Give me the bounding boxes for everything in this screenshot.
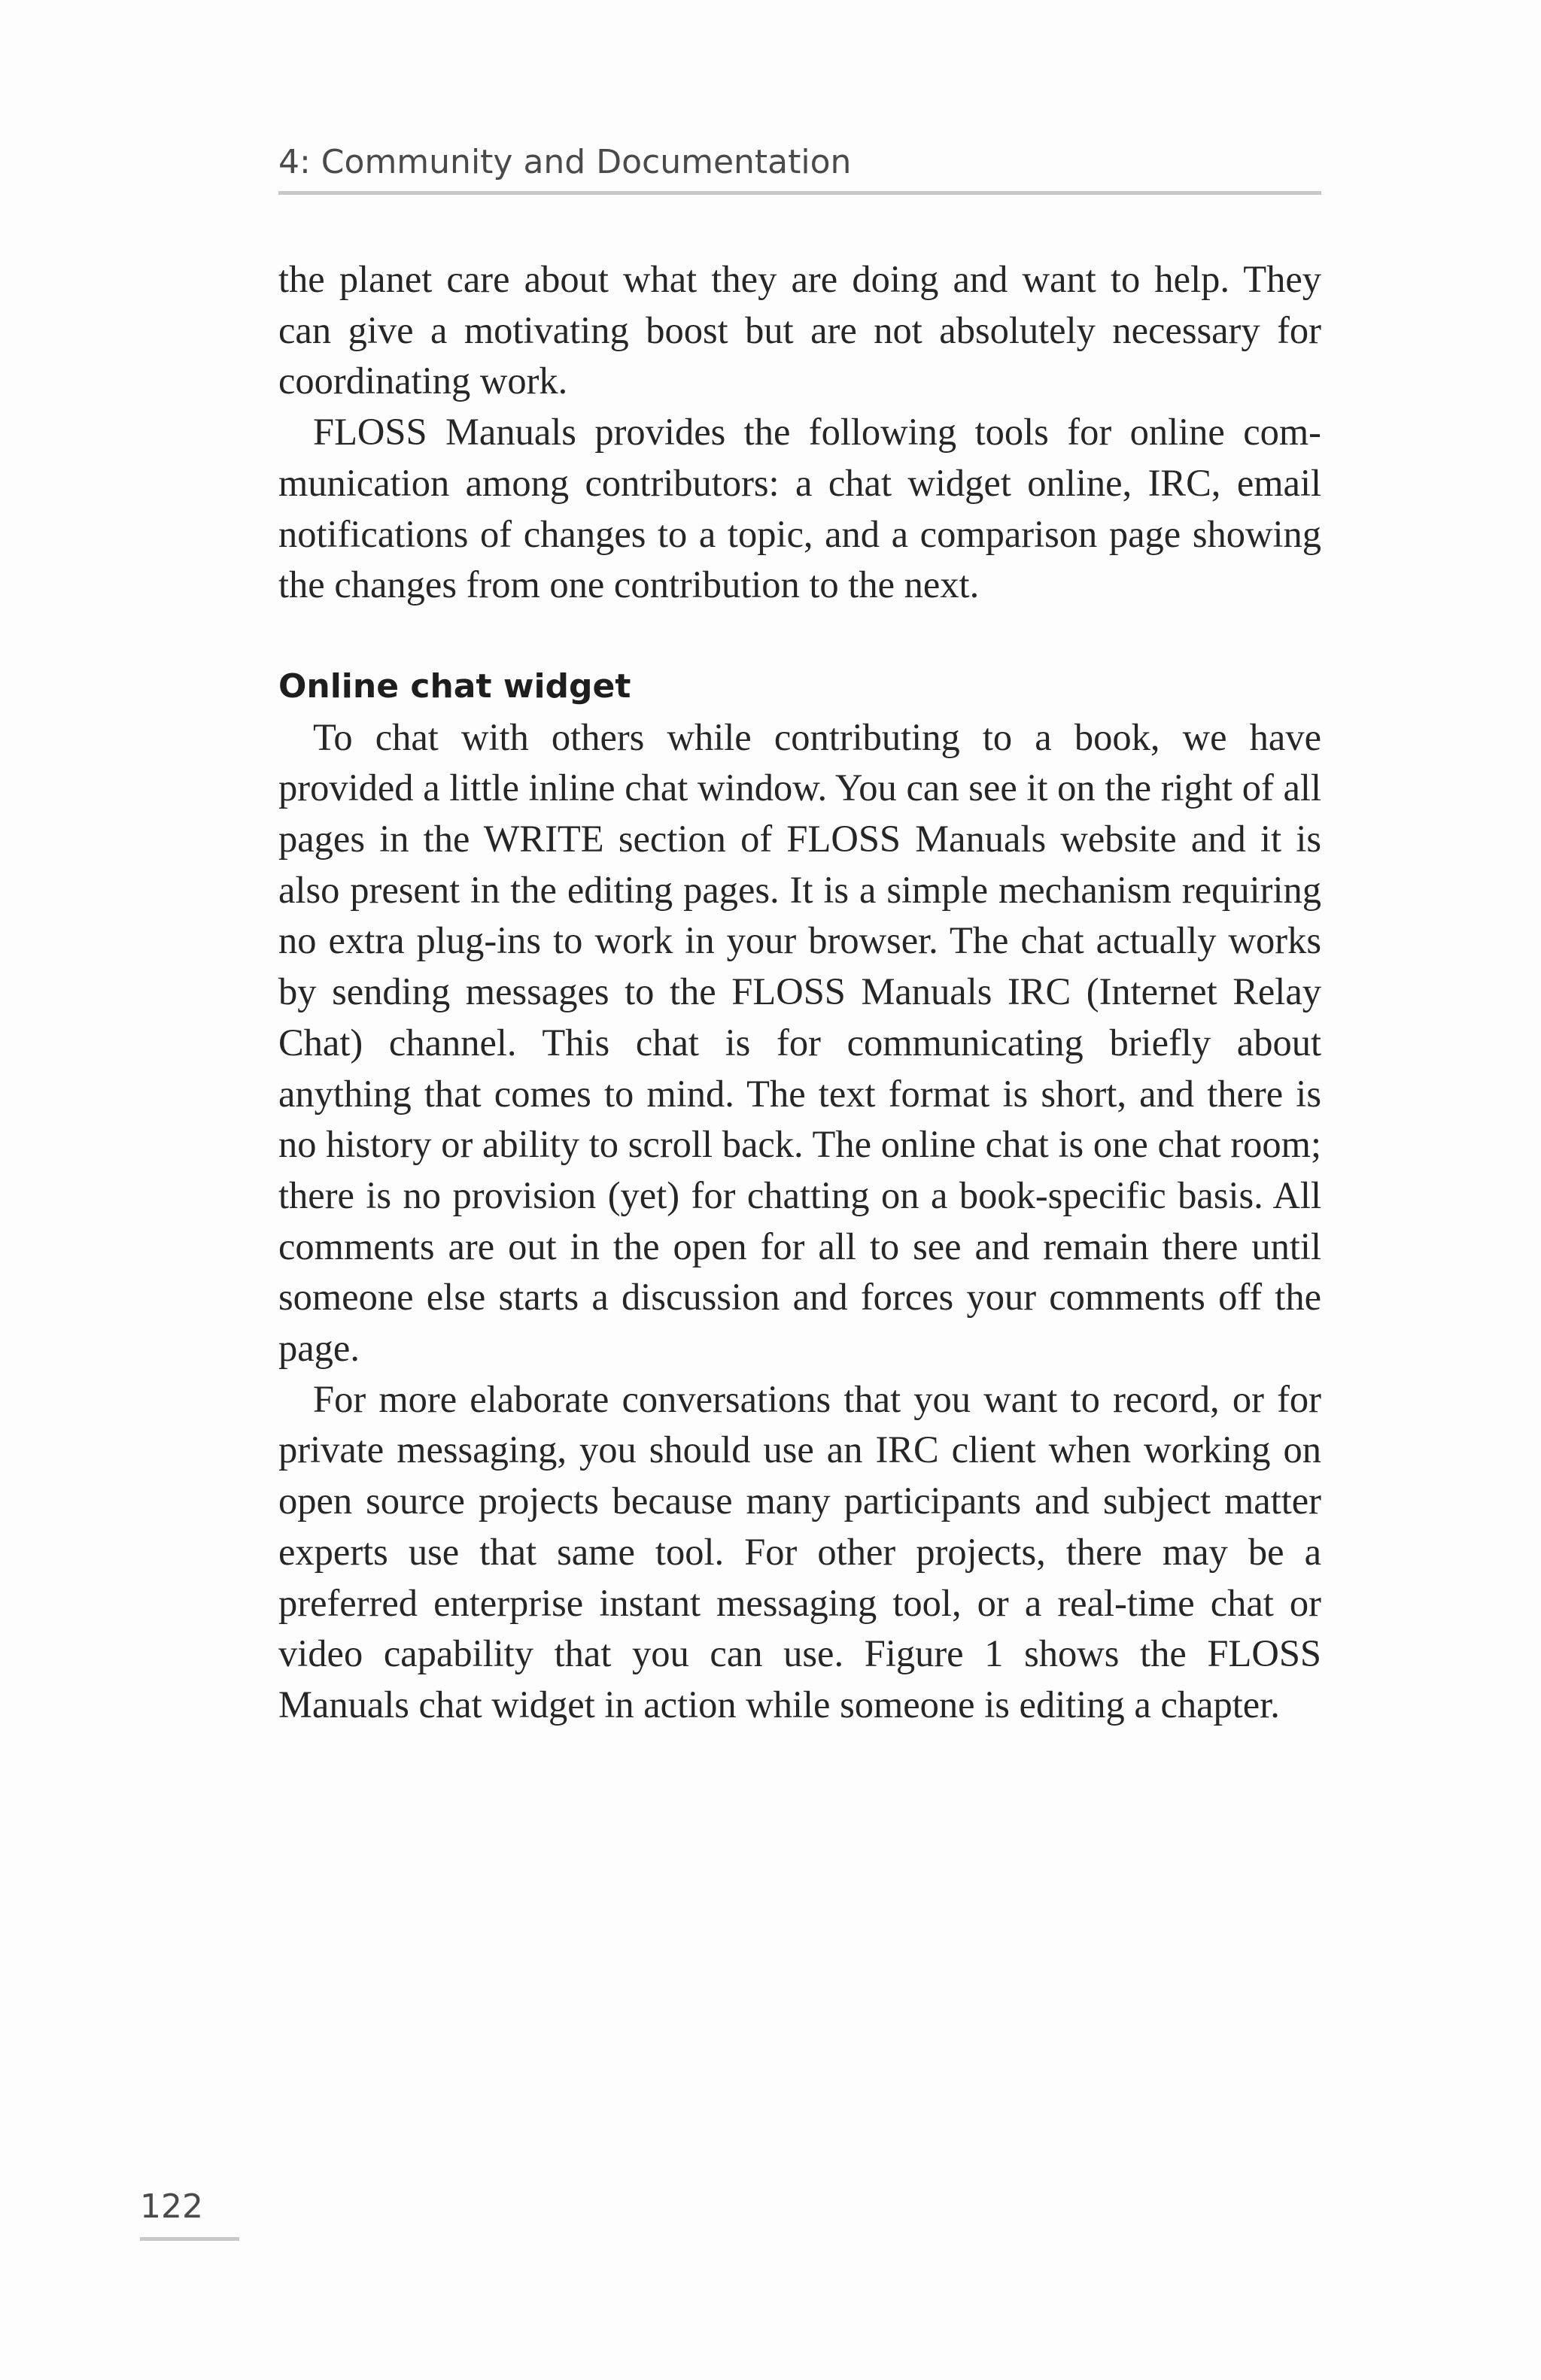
paragraph-chat-widget: To chat with others while contributing to a book, we have provided a little inline chat window. You can see it on the right of all pages in the WRITE section of FLOSS Manuals website and it is also present in the editing pages. It is a simple mechanism requiring no extra plug-ins to work in your browser. The chat actually works by sending messages to the FLOSS Manuals IRC (Internet Relay Chat) channel. This chat is for communicating briefly about anything that comes to mind. The text format is short, and there is no history or ability to scroll back. The online chat is one chat room; there is no provision (yet) for chatting on a book-specific basis. All comments are out in the open for all to see and remain there until someone else starts a discussion and forces your comments off the page. — [278, 715, 1321, 1370]
running-header: 4: Community and Documentation — [278, 140, 1321, 195]
paragraph-irc: For more elaborate conversations that you want to record, or for private messaging, you should use an IRC client when working on open source projects because many participants and subject matter experts use that same tool. For other projects, there may be a preferred enterprise instant messaging tool, or a real-time chat or video capability that you can use. Figure 1 shows the FLOSS Manuals chat widget in action while someone is editing a chapter. — [278, 1377, 1321, 1726]
paragraph-continuation: the planet care about what they are doing and want to help. They can give a motivating boost but are not absolutely necessary for coordinating work. — [278, 258, 1321, 402]
paragraph-tools: FLOSS Manuals provides the following tools for online communication among contributors: a chat widget online, IRC, email notifications of changes to a topic, and a comparison page showing the changes from one contribution to the next. — [278, 411, 1321, 606]
page-number: 122 — [140, 2184, 239, 2241]
section-heading: Online chat widget — [278, 666, 631, 706]
section-spacer — [278, 611, 1321, 661]
body-text — [278, 254, 1321, 1731]
